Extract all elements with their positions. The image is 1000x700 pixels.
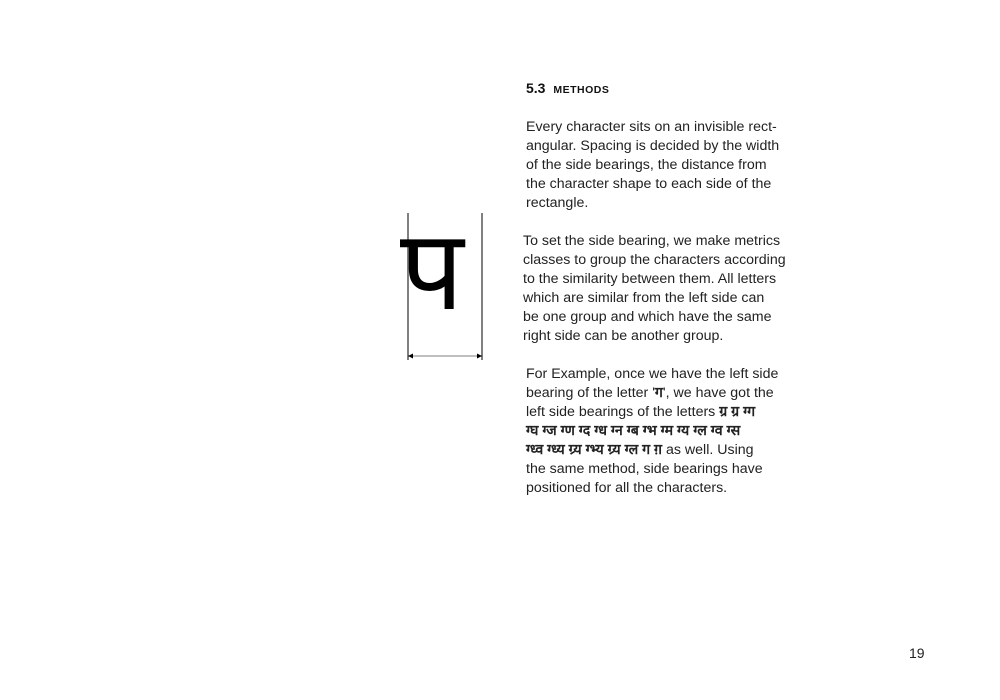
example-letter: ग (654, 385, 663, 401)
section-title: METHODS (553, 84, 610, 96)
section-number: 5.3 (526, 80, 546, 96)
sample-glyph: प (400, 206, 464, 336)
page-number: 19 (909, 645, 925, 661)
section-heading (526, 80, 609, 96)
example-text-start: For Example, once we have the left side bearing of the letter ' (526, 366, 779, 401)
right-arrow-icon (477, 354, 482, 359)
paragraph-example (526, 365, 796, 498)
side-bearing-diagram (398, 205, 498, 375)
example-conjunct-letters: ग्र ग्र ग्ग ग्घ ग्ज ग्ण ग्द ग्ध ग्न ग्ब ग्भ ग्म ग्य ग्ल ग्व ग्स ग्ध्व ग्ध्य ग्र्य ग्भ्य ग्र्य ग्ल ग ग़ (526, 404, 756, 458)
left-arrow-icon (408, 354, 413, 359)
paragraph-side-bearings: Every character sits on an invisible rect- angular. Spacing is decided by the width of the side bearings, the distance from the character shape to each side of the rectangle. (526, 119, 780, 211)
example-text-middle: ', we have got the left side bearings of the letters (526, 385, 774, 420)
paragraph-metrics-classes: To set the side bearing, we make metrics classes to group the characters according to the similarity between them. All letters which are similar from the left side can be one group and which have the same right side can be another group. (523, 233, 786, 344)
example-text-end: as well. Using the same method, side bearings have positioned for all the characters. (526, 442, 763, 496)
